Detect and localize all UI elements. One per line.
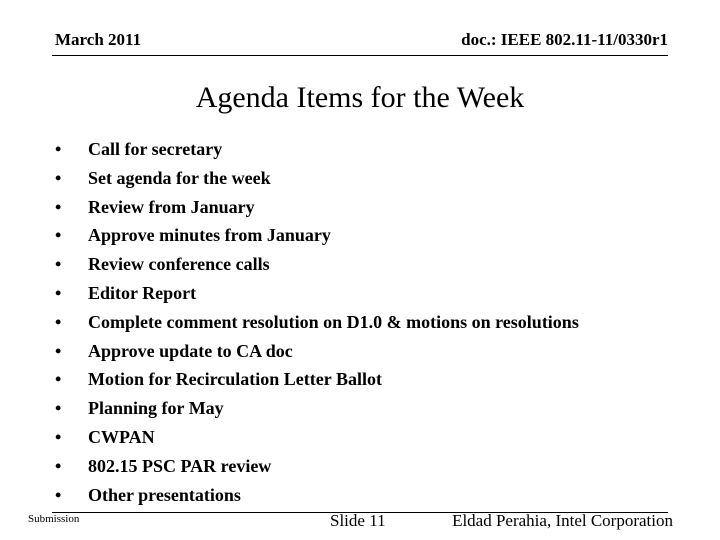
footer-slide-number: Slide 11 [330, 511, 386, 530]
bullet-icon: • [55, 225, 62, 246]
bullet-icon: • [55, 196, 62, 217]
bullet-icon: • [55, 340, 62, 361]
slide-title: Agenda Items for the Week [195, 81, 525, 114]
agenda-item-text: CWPAN [88, 426, 155, 447]
footer-submission: Submission [28, 513, 80, 525]
agenda-item-text: Approve update to CA doc [88, 340, 293, 361]
header-divider [52, 55, 668, 56]
header-date: March 2011 [55, 30, 142, 49]
agenda-item-text: Approve minutes from January [88, 225, 331, 246]
agenda-item-text: Other presentations [88, 484, 241, 505]
agenda-item-text: Review from January [88, 196, 255, 217]
agenda-item-text: Planning for May [88, 398, 224, 419]
bullet-icon: • [55, 139, 62, 159]
bullet-icon: • [55, 426, 62, 447]
bullet-icon: • [55, 455, 62, 476]
bullet-icon: • [55, 254, 62, 275]
agenda-item-text: Call for secretary [88, 139, 223, 159]
agenda-item-text: Complete comment resolution on D1.0 & motions on resolutions [88, 311, 579, 332]
footer-author: Eldad Perahia, Intel Corporation [452, 511, 673, 530]
bullet-icon: • [55, 398, 62, 419]
agenda-item-text: Editor Report [88, 282, 197, 303]
bullet-icon: • [55, 167, 62, 188]
bullet-icon: • [55, 311, 62, 332]
agenda-item-text: Review conference calls [88, 254, 270, 275]
bullet-icon: • [55, 369, 62, 390]
agenda-item-text: Set agenda for the week [88, 167, 271, 188]
agenda-item-text: 802.15 PSC PAR review [88, 455, 272, 476]
agenda-item-text: Motion for Recirculation Letter Ballot [88, 369, 382, 390]
bullet-icon: • [55, 282, 62, 303]
header-doc-id: doc.: IEEE 802.11-11/0330r1 [461, 30, 668, 49]
bullet-icon: • [55, 484, 62, 505]
